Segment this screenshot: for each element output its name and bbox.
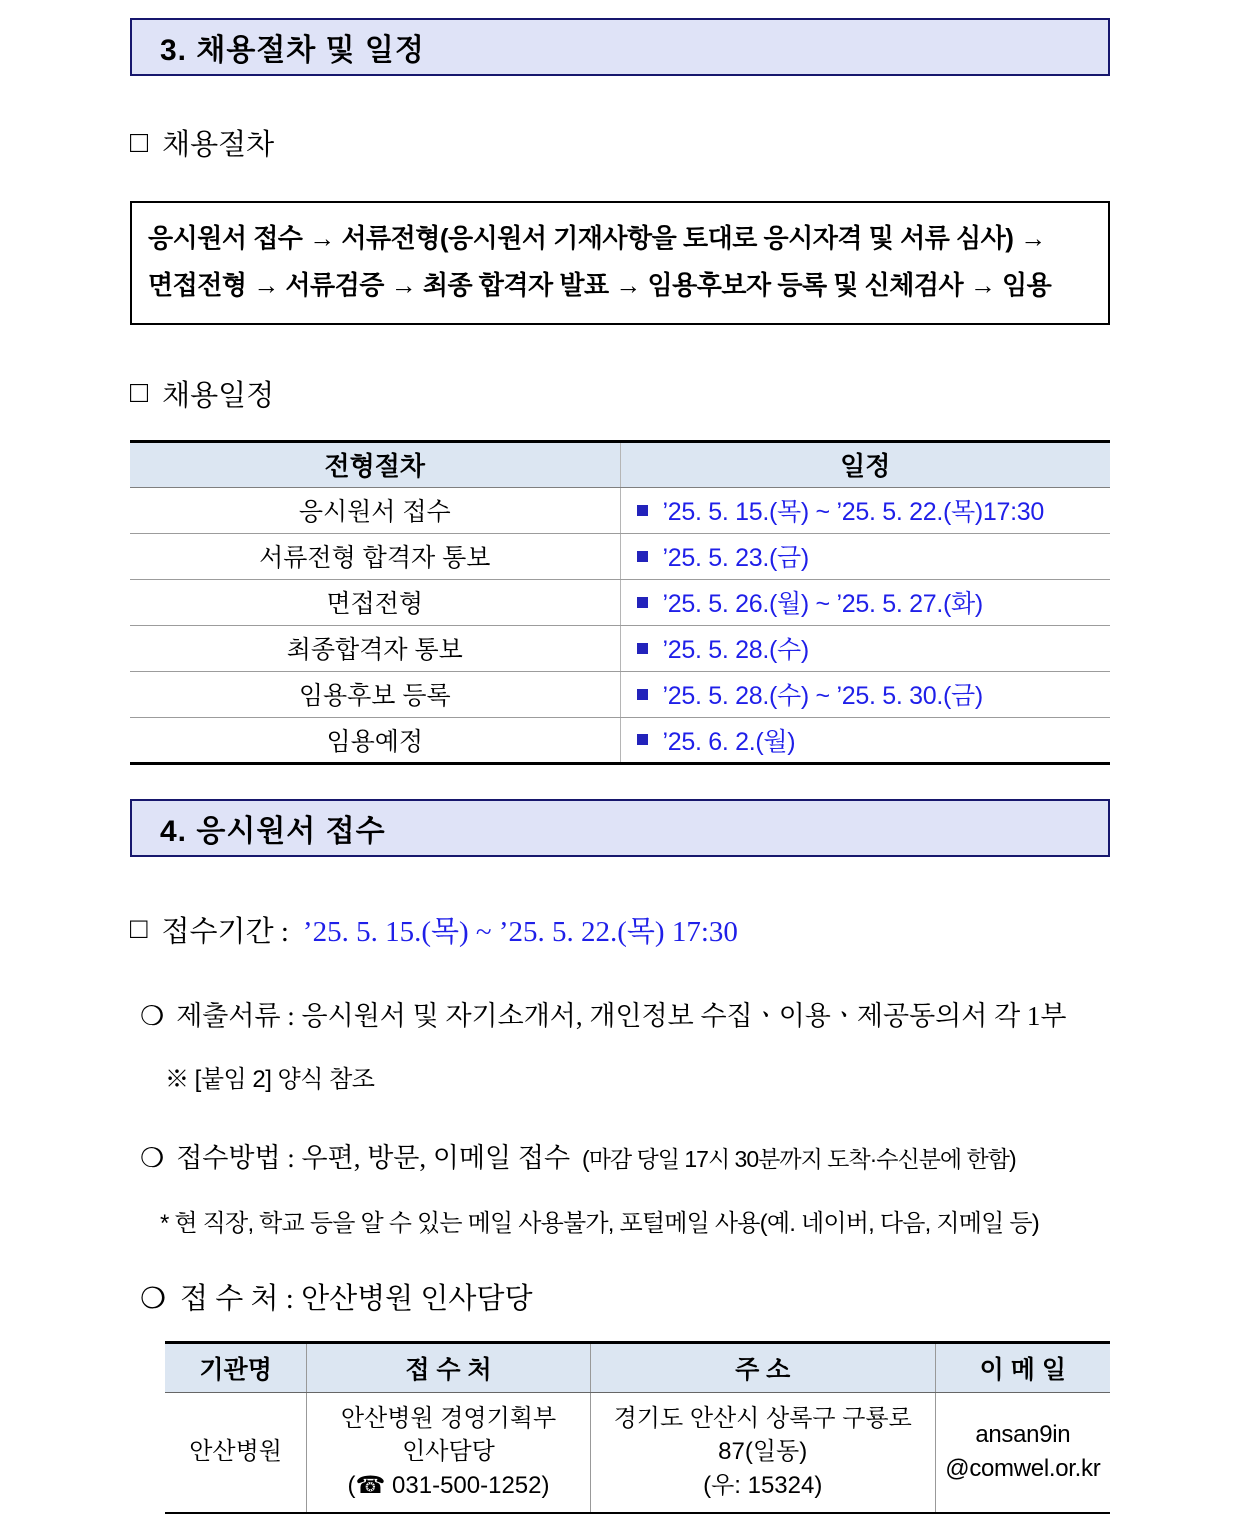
method-line xyxy=(140,1136,1110,1175)
schedule-step: 응시원서 접수 xyxy=(130,487,620,533)
schedule-step: 서류전형 합격자 통보 xyxy=(130,533,620,579)
section4-header-box xyxy=(130,799,1110,857)
office-office-line2: 인사담당 xyxy=(402,1438,495,1466)
schedule-subheading-label: 채용일정 xyxy=(162,379,275,412)
office-address-cell xyxy=(590,1392,935,1513)
table-row xyxy=(130,579,1110,625)
bullet-square-icon xyxy=(637,643,648,654)
schedule-table-header-row xyxy=(130,441,1110,487)
method-note-line xyxy=(160,1203,1110,1238)
bullet-square-icon xyxy=(637,597,648,608)
circle-bullet-icon: ❍ xyxy=(140,1282,166,1315)
schedule-date-cell xyxy=(620,533,1110,579)
office-address-line2: 87(일동) xyxy=(718,1438,808,1466)
office-col-office-header: 접 수 처 xyxy=(307,1342,591,1392)
method-note-text: 현 직장, 학교 등을 알 수 있는 메일 사용불가, 포털메일 사용(예. 네이버, 다음, 지메일 등) xyxy=(174,1209,1039,1237)
schedule-date: ’25. 5. 28.(수) xyxy=(662,636,809,665)
section3-title: 3. 채용절차 및 일정 xyxy=(160,34,425,67)
procedure-subheading xyxy=(130,122,1110,163)
office-address-line3: (우: 15324) xyxy=(703,1471,823,1499)
office-table xyxy=(165,1341,1110,1514)
reference-mark-icon: ※ xyxy=(165,1065,189,1093)
documents-note-text: [붙임 2] 양식 참조 xyxy=(194,1065,375,1093)
schedule-date: ’25. 5. 26.(월) ~ ’25. 5. 27.(화) xyxy=(662,590,983,619)
schedule-step: 최종합격자 통보 xyxy=(130,625,620,671)
documents-line xyxy=(140,994,1110,1033)
application-period-line xyxy=(130,909,1110,950)
schedule-date: ’25. 5. 15.(목) ~ ’25. 5. 22.(목)17:30 xyxy=(662,498,1044,527)
asterisk-mark-icon: * xyxy=(160,1209,169,1237)
documents-note-line xyxy=(165,1059,1110,1094)
schedule-step: 면접전형 xyxy=(130,579,620,625)
office-label: 접 수 처 : 안산병원 인사담당 xyxy=(180,1282,533,1315)
method-paren-note: (마감 당일 17시 30분까지 도착·수신분에 한함) xyxy=(582,1145,1016,1172)
section4-title: 4. 응시원서 접수 xyxy=(160,814,386,848)
schedule-date-cell xyxy=(620,717,1110,763)
office-col-email-header: 이 메 일 xyxy=(935,1342,1110,1392)
schedule-date-cell xyxy=(620,487,1110,533)
section3-header-box xyxy=(130,18,1110,76)
documents-text: 제출서류 : 응시원서 및 자기소개서, 개인정보 수집ㆍ이용ㆍ제공동의서 각 1부 xyxy=(176,1000,1067,1031)
table-row xyxy=(130,533,1110,579)
bullet-square-icon xyxy=(637,734,648,745)
table-row xyxy=(130,717,1110,763)
table-row xyxy=(165,1392,1110,1513)
schedule-table xyxy=(130,440,1110,765)
method-text: 접수방법 : 우편, 방문, 이메일 접수 xyxy=(176,1142,571,1173)
schedule-col-date-header: 일정 xyxy=(620,441,1110,487)
circle-bullet-icon: ❍ xyxy=(140,1142,165,1173)
square-bullet-icon: □ xyxy=(130,376,149,410)
schedule-col-step-header: 전형절차 xyxy=(130,441,620,487)
office-col-address-header: 주 소 xyxy=(590,1342,935,1392)
office-address-line1: 경기도 안산시 상록구 구룡로 xyxy=(613,1404,912,1432)
schedule-date-cell xyxy=(620,671,1110,717)
office-office-cell xyxy=(307,1392,591,1513)
table-row xyxy=(130,487,1110,533)
office-office-line3: (☎ 031-500-1252) xyxy=(347,1471,550,1499)
bullet-square-icon xyxy=(637,505,648,516)
schedule-date: ’25. 5. 23.(금) xyxy=(662,544,809,573)
application-period-label: 접수기간 : xyxy=(161,915,289,948)
schedule-date: ’25. 5. 28.(수) ~ ’25. 5. 30.(금) xyxy=(662,682,983,711)
schedule-date-cell xyxy=(620,625,1110,671)
office-office-line1: 안산병원 경영기획부 xyxy=(340,1404,557,1432)
office-email-line1: ansan9in xyxy=(975,1421,1071,1449)
bullet-square-icon xyxy=(637,689,648,700)
square-bullet-icon: □ xyxy=(130,125,149,159)
office-email-line2: @comwel.or.kr xyxy=(945,1454,1101,1482)
office-col-org-header: 기관명 xyxy=(165,1342,307,1392)
office-table-header-row xyxy=(165,1342,1110,1392)
procedure-flow-line2: 면접전형 → 서류검증 → 최종 합격자 발표 → 임용후보자 등록 및 신체검사 → 임용 xyxy=(148,269,1052,300)
square-bullet-icon: □ xyxy=(130,912,148,945)
schedule-step: 임용후보 등록 xyxy=(130,671,620,717)
procedure-flow-box xyxy=(130,201,1110,325)
office-email-cell xyxy=(935,1392,1110,1513)
procedure-flow-line1: 응시원서 접수 → 서류전형(응시원서 기재사항을 토대로 응시자격 및 서류 심사) → xyxy=(148,223,1046,253)
table-row xyxy=(130,671,1110,717)
schedule-date: ’25. 6. 2.(월) xyxy=(662,727,796,756)
office-line xyxy=(140,1276,1110,1317)
table-row xyxy=(130,625,1110,671)
circle-bullet-icon: ❍ xyxy=(140,1000,165,1031)
schedule-date-cell xyxy=(620,579,1110,625)
bullet-square-icon xyxy=(637,551,648,562)
procedure-subheading-label: 채용절차 xyxy=(162,129,275,161)
office-org-cell: 안산병원 xyxy=(189,1438,282,1466)
schedule-subheading xyxy=(130,373,1110,414)
application-period-value: ’25. 5. 15.(목) ~ ’25. 5. 22.(목) 17:30 xyxy=(302,915,738,948)
schedule-step: 임용예정 xyxy=(326,727,424,756)
